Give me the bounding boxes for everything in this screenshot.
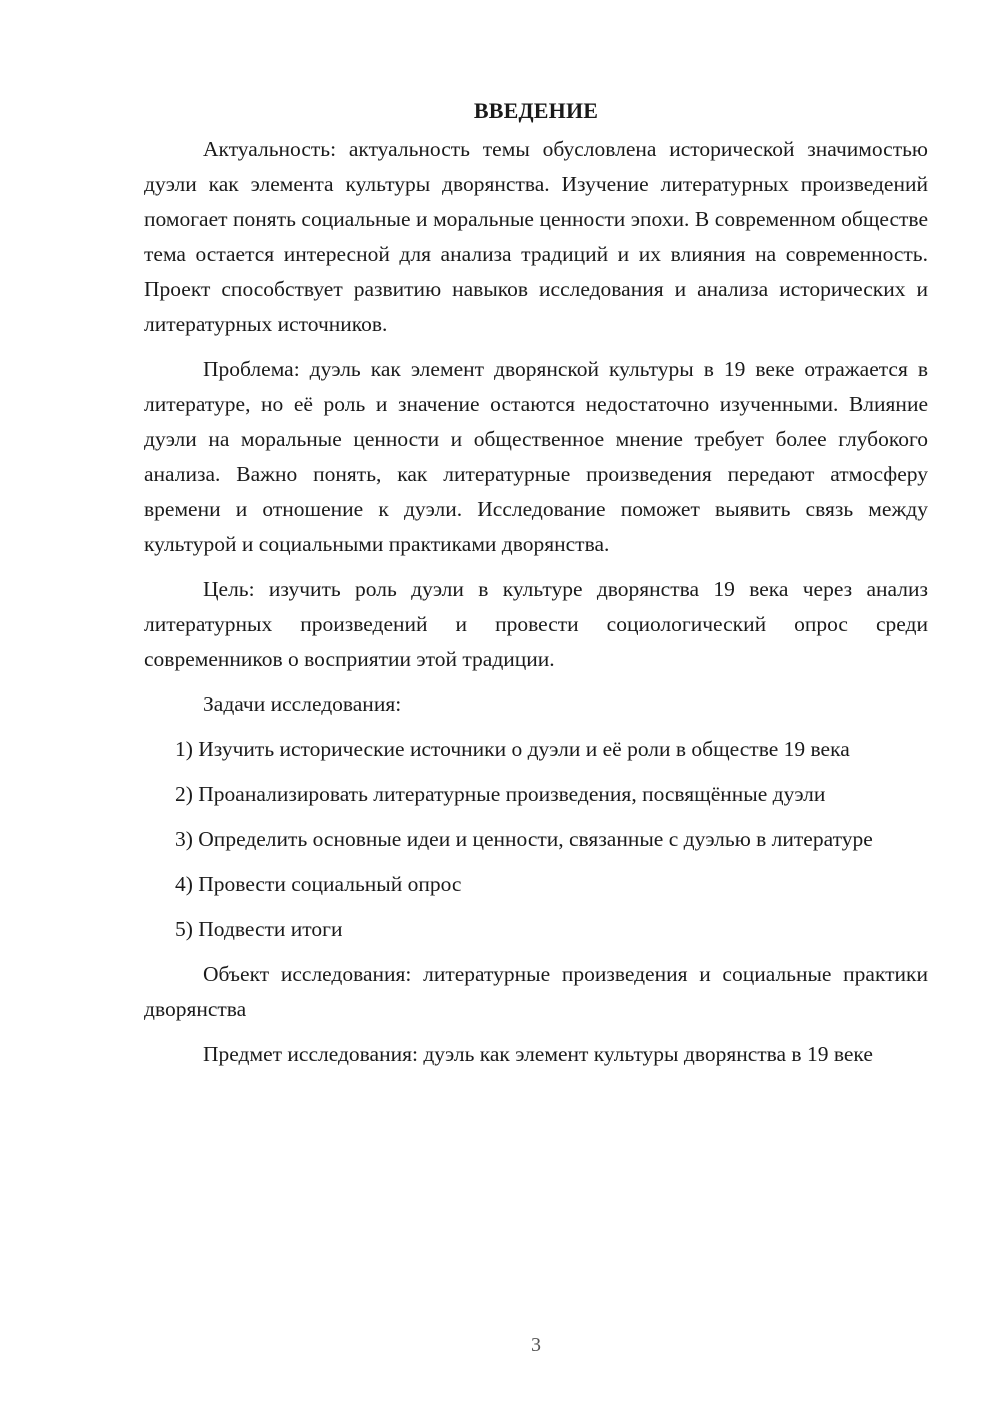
page-title: ВВЕДЕНИЕ	[473, 98, 599, 123]
task-list	[144, 732, 928, 947]
task-item-1: 1) Изучить исторические источники о дуэли и её роли в обществе 19 века	[175, 737, 850, 761]
problem-paragraph: Проблема: дуэль как элемент дворянской культуры в 19 веке отражается в литературе, но её роль и значение остаются недостаточно изученными. Влияние дуэли на моральные ценности и общественное мнение требует более глубокого анализа. Важно понять, как литературные произведения передают атмосферу времени и отношение к дуэли. Исследование поможет выявить связь между культурой и социальными практиками дворянства.	[144, 357, 928, 556]
task-item-5: 5) Подвести итоги	[175, 917, 343, 941]
task-item-2: 2) Проанализировать литературные произведения, посвящённые дуэли	[175, 782, 826, 806]
page-number: 3	[531, 1334, 541, 1356]
task-item-4: 4) Провести социальный опрос	[175, 872, 462, 896]
relevance-paragraph: Актуальность: актуальность темы обусловлена исторической значимостью дуэли как элемента культуры дворянства. Изучение литературных произведений помогает понять социальные и моральные ценности эпохи. В современном обществе тема остается интересной для анализа традиций и их влияния на современность. Проект способствует развитию навыков исследования и анализа исторических и литературных источников.	[144, 137, 928, 336]
task-item-3: 3) Определить основные идеи и ценности, связанные с дуэлью в литературе	[175, 827, 873, 851]
object-paragraph: Объект исследования: литературные произведения и социальные практики дворянства	[144, 962, 928, 1021]
subject-paragraph: Предмет исследования: дуэль как элемент культуры дворянства в 19 веке	[203, 1042, 873, 1066]
goal-paragraph: Цель: изучить роль дуэли в культуре дворянства 19 века через анализ литературных произведений и провести социологический опрос среди современников о восприятии этой традиции.	[144, 577, 928, 671]
document-page	[144, 96, 928, 1082]
tasks-title: Задачи исследования:	[203, 692, 402, 716]
